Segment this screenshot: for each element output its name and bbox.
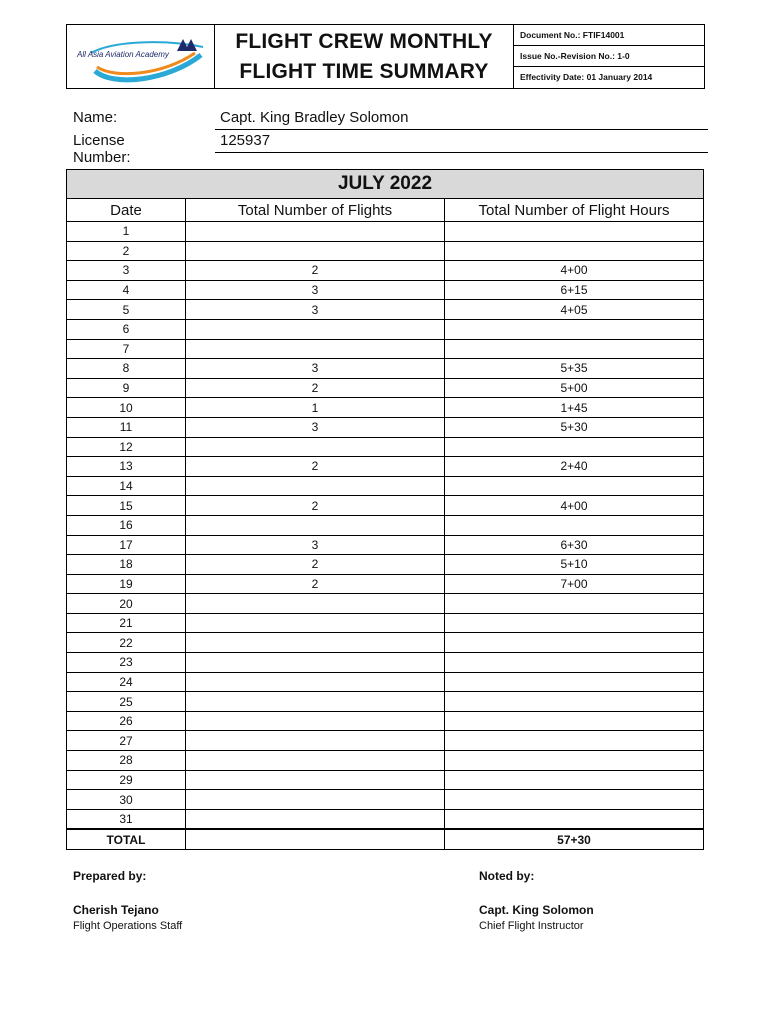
prepared-by-label: Prepared by: — [73, 869, 147, 883]
date-cell: 10 — [67, 398, 186, 418]
hours-cell — [445, 653, 704, 673]
table-row — [67, 319, 704, 339]
table-row — [67, 653, 704, 673]
table-row — [67, 280, 704, 300]
date-cell: 23 — [67, 653, 186, 673]
date-cell: 29 — [67, 770, 186, 790]
hours-cell — [445, 437, 704, 457]
flights-cell — [186, 692, 445, 712]
flights-cell — [186, 437, 445, 457]
hours-cell — [445, 319, 704, 339]
flights-cell — [186, 241, 445, 261]
table-row — [67, 261, 704, 281]
hours-cell: 4+00 — [445, 261, 704, 281]
logo-text: All Asia Aviation Academy — [77, 50, 169, 59]
hours-cell: 5+35 — [445, 359, 704, 379]
flights-cell: 2 — [186, 555, 445, 575]
hours-cell — [445, 476, 704, 496]
flights-cell — [186, 770, 445, 790]
table-row — [67, 339, 704, 359]
table-row — [67, 535, 704, 555]
flights-cell: 3 — [186, 280, 445, 300]
flights-cell: 2 — [186, 496, 445, 516]
flights-cell — [186, 653, 445, 673]
table-row — [67, 496, 704, 516]
noted-by-label: Noted by: — [479, 869, 535, 883]
flights-cell — [186, 751, 445, 771]
date-cell: 28 — [67, 751, 186, 771]
date-cell: 24 — [67, 672, 186, 692]
table-row — [67, 476, 704, 496]
table-row — [67, 711, 704, 731]
document-header — [66, 24, 705, 89]
license-value: 125937 — [215, 132, 708, 153]
table-row — [67, 241, 704, 261]
flights-cell: 2 — [186, 574, 445, 594]
date-cell: 8 — [67, 359, 186, 379]
hours-cell — [445, 731, 704, 751]
hours-cell: 6+15 — [445, 280, 704, 300]
table-row — [67, 222, 704, 242]
hours-cell — [445, 770, 704, 790]
table-row — [67, 398, 704, 418]
flights-cell: 2 — [186, 261, 445, 281]
date-cell: 18 — [67, 555, 186, 575]
flight-summary-table — [66, 169, 704, 850]
date-cell: 1 — [67, 222, 186, 242]
date-cell: 3 — [67, 261, 186, 281]
date-cell: 14 — [67, 476, 186, 496]
date-cell: 27 — [67, 731, 186, 751]
flights-cell — [186, 339, 445, 359]
noted-by-name: Capt. King Solomon — [479, 903, 594, 917]
hours-cell — [445, 594, 704, 614]
date-cell: 13 — [67, 457, 186, 477]
hours-cell: 4+05 — [445, 300, 704, 320]
flights-cell — [186, 809, 445, 829]
date-cell: 21 — [67, 613, 186, 633]
flights-cell — [186, 476, 445, 496]
hours-cell — [445, 222, 704, 242]
date-cell: 6 — [67, 319, 186, 339]
flights-cell — [186, 711, 445, 731]
hours-cell — [445, 515, 704, 535]
hours-cell: 5+30 — [445, 417, 704, 437]
total-row — [67, 829, 704, 849]
license-label: License Number: — [73, 132, 131, 166]
flights-cell: 3 — [186, 300, 445, 320]
flights-cell — [186, 672, 445, 692]
table-row — [67, 515, 704, 535]
date-cell: 30 — [67, 790, 186, 810]
hours-cell: 2+40 — [445, 457, 704, 477]
month-header: JULY 2022 — [67, 170, 704, 199]
noted-by-title: Chief Flight Instructor — [479, 920, 584, 932]
date-cell: 7 — [67, 339, 186, 359]
table-row — [67, 692, 704, 712]
hours-cell — [445, 790, 704, 810]
document-number: Document No.: FTIF14001 — [514, 25, 704, 46]
table-row — [67, 809, 704, 829]
issue-revision-number: Issue No.-Revision No.: 1-0 — [514, 46, 704, 67]
table-row — [67, 457, 704, 477]
flights-cell: 3 — [186, 417, 445, 437]
column-header-flights: Total Number of Flights — [186, 199, 445, 222]
date-cell: 11 — [67, 417, 186, 437]
flights-cell — [186, 515, 445, 535]
effectivity-date: Effectivity Date: 01 January 2014 — [520, 72, 653, 82]
table-row — [67, 437, 704, 457]
hours-cell — [445, 751, 704, 771]
table-body — [67, 222, 704, 830]
flights-cell — [186, 790, 445, 810]
flights-cell: 2 — [186, 378, 445, 398]
date-cell: 22 — [67, 633, 186, 653]
academy-logo — [73, 31, 208, 83]
hours-cell — [445, 711, 704, 731]
name-value: Capt. King Bradley Solomon — [215, 109, 708, 130]
hours-cell — [445, 672, 704, 692]
flights-cell: 3 — [186, 359, 445, 379]
hours-cell: 1+45 — [445, 398, 704, 418]
table-row — [67, 672, 704, 692]
hours-cell — [445, 633, 704, 653]
flights-cell — [186, 594, 445, 614]
date-cell: 4 — [67, 280, 186, 300]
flights-cell — [186, 731, 445, 751]
hours-cell — [445, 613, 704, 633]
prepared-by-name: Cherish Tejano — [73, 903, 159, 917]
hours-cell — [445, 692, 704, 712]
name-label: Name: — [73, 109, 118, 126]
table-row — [67, 378, 704, 398]
flights-cell: 3 — [186, 535, 445, 555]
flights-cell: 2 — [186, 457, 445, 477]
date-cell: 26 — [67, 711, 186, 731]
table-row — [67, 731, 704, 751]
total-hours: 57+30 — [445, 829, 704, 849]
hours-cell: 5+10 — [445, 555, 704, 575]
flights-cell — [186, 222, 445, 242]
hours-cell: 4+00 — [445, 496, 704, 516]
hours-cell — [445, 339, 704, 359]
flights-cell: 1 — [186, 398, 445, 418]
title-line-1: FLIGHT CREW MONTHLY — [235, 29, 493, 53]
column-header-hours: Total Number of Flight Hours — [445, 199, 704, 222]
date-cell: 5 — [67, 300, 186, 320]
table-row — [67, 790, 704, 810]
total-label: TOTAL — [67, 829, 186, 849]
hours-cell: 7+00 — [445, 574, 704, 594]
logo-cell — [67, 25, 215, 89]
date-cell: 15 — [67, 496, 186, 516]
date-cell: 9 — [67, 378, 186, 398]
hours-cell — [445, 809, 704, 829]
date-cell: 20 — [67, 594, 186, 614]
document-title — [215, 25, 514, 89]
date-cell: 17 — [67, 535, 186, 555]
table-row — [67, 633, 704, 653]
table-row — [67, 574, 704, 594]
table-row — [67, 417, 704, 437]
table-row — [67, 594, 704, 614]
table-row — [67, 770, 704, 790]
hours-cell: 6+30 — [445, 535, 704, 555]
table-row — [67, 613, 704, 633]
table-row — [67, 359, 704, 379]
prepared-by-title: Flight Operations Staff — [73, 920, 183, 932]
date-cell: 16 — [67, 515, 186, 535]
date-cell: 25 — [67, 692, 186, 712]
hours-cell: 5+00 — [445, 378, 704, 398]
date-cell: 12 — [67, 437, 186, 457]
title-line-2: FLIGHT TIME SUMMARY — [239, 59, 489, 83]
table-row — [67, 555, 704, 575]
table-row — [67, 751, 704, 771]
flights-cell — [186, 319, 445, 339]
date-cell: 2 — [67, 241, 186, 261]
flights-cell — [186, 613, 445, 633]
date-cell: 31 — [67, 809, 186, 829]
document-meta — [514, 25, 705, 89]
total-flights — [186, 829, 445, 849]
date-cell: 19 — [67, 574, 186, 594]
hours-cell — [445, 241, 704, 261]
column-header-date: Date — [67, 199, 186, 222]
flights-cell — [186, 633, 445, 653]
table-row — [67, 300, 704, 320]
